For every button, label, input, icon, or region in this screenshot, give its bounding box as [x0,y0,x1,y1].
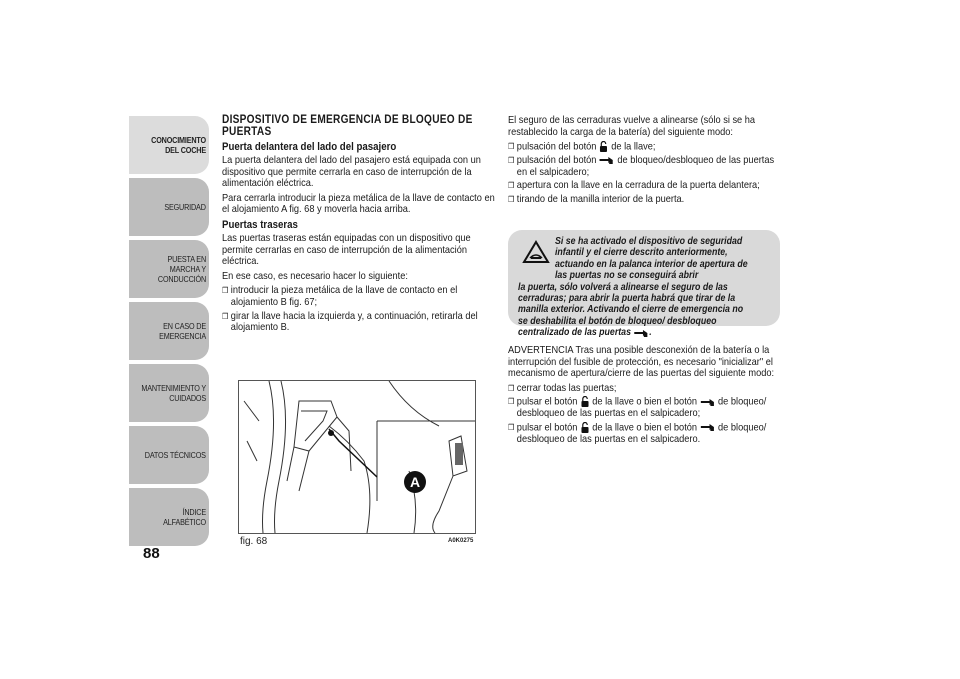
tab-conocimiento-del-coche[interactable] [129,116,209,174]
padlock-open-icon [581,422,589,433]
central-lock-icon [634,329,648,337]
chapter-tabs [129,116,209,550]
tab-seguridad[interactable] [129,178,209,236]
list-item: ❒ cerrar todas las puertas; [508,383,781,395]
central-lock-icon [701,398,715,406]
tab-label: EN CASO DE EMERGENCIA [159,321,206,341]
list-item: ❒ girar la llave hacia la izquierda y, a continuación, retirarla del alojamiento B. [222,311,497,334]
rear-doors-paragraph-1: Las puertas traseras están equipadas con un dispositivo que permite cerrarlas en caso de interrupción de la alimentación eléctrica. [222,231,471,268]
figure-code: A0K0275 [448,538,474,544]
tab-en-caso-de-emergencia[interactable] [129,302,209,360]
padlock-open-icon [600,141,608,152]
left-column [222,115,497,336]
list-item: ❒ introducir la pieza metálica de la llave de contacto en el alojamiento B fig. 67; [222,285,497,308]
door-lock-illustration [239,381,475,533]
list-item: ❒ pulsar el botón de la llave o bien el botón de bloqueo/ desbloqueo de las puertas en el salpicadero; [508,396,781,419]
tab-label: ÍNDICE ALFABÉTICO [163,507,206,527]
advertencia-section [508,345,781,447]
tab-label: DATOS TÉCNICOS [144,450,206,460]
figure-68 [238,380,476,534]
tab-indice-alfabetico[interactable] [129,488,209,546]
figure-caption: fig. 68 [240,536,268,547]
front-door-paragraph-2: Para cerrarla introducir la pieza metálica de la llave de contacto en el alojamiento A fig. 68 y moverla hacia arriba. [222,191,495,216]
warning-text-bottom: la puerta, sólo volverá a alinearse el seguro de las cerraduras; para abrir la puerta habrá que tirar de la manilla exterior. Activando el cierre de emergencia no se deshabilita el botón de bloqueo/ desbloqueo centralizado de las puertas [518,281,744,339]
central-lock-icon [600,156,614,164]
list-item: ❒ pulsación del botón de la llave; [508,141,781,153]
realign-intro: El seguro de las cerraduras vuelve a alinearse (sólo si se ha restablecido la carga de la batería) del siguiente modo: [508,114,756,138]
section-title: DISPOSITIVO DE EMERGENCIA DE BLOQUEO DE PUERTAS [222,114,473,138]
front-door-heading: Puerta delantera del lado del pasajero [222,141,397,153]
figure-label-a: A [404,471,426,493]
warning-box: Si se ha activado el dispositivo de seguridad infantil y el cierre descrito anteriormente, actuando en la palanca interior de apertura de las puertas no se conseguirá abrir la puerta, sólo volverá a alinearse el seguro de las cerraduras; para abrir la puerta habrá que tirar de la manilla exterior. Activando el cierre de emergencia no se deshabilita el botón de bloqueo/ desbloqueo centralizado de las puertas . [508,230,780,326]
rear-doors-paragraph-2: En ese caso, es necesario hacer lo siguiente: [222,269,408,282]
central-lock-icon [701,423,715,431]
right-column [508,115,781,207]
list-item: ❒ pulsación del botón de bloqueo/desbloqueo de las puertas en el salpicadero; [508,155,781,178]
tab-datos-tecnicos[interactable] [129,426,209,484]
advertencia-paragraph: ADVERTENCIA Tras una posible desconexión de la batería o la interrupción del fusible de protección, es necesario "inicializar" el mecanismo de apertura/cierre de las puertas del siguiente modo: [508,344,775,380]
tab-label: PUESTA EN MARCHA Y CONDUCCIÓN [157,254,206,284]
tab-label: CONOCIMIENTO DEL COCHE [151,135,206,155]
front-door-paragraph-1: La puerta delantera del lado del pasajero está equipada con un dispositivo que permite cerrarla en caso de interrupción de la alimentación eléctrica. [222,154,481,190]
tab-label: SEGURIDAD [164,202,206,212]
list-item: ❒ apertura con la llave en la cerradura de la puerta delantera; [508,180,781,192]
list-item: ❒ tirando de la manilla interior de la puerta. [508,194,781,206]
rear-doors-heading: Puertas traseras [222,218,298,231]
warning-text-top: Si se ha activado el dispositivo de seguridad infantil y el cierre descrito anteriormente, actuando en la palanca interior de apertura de las puertas no se conseguirá abrir [554,236,748,282]
tab-puesta-en-marcha[interactable] [129,240,209,298]
page-number: 88 [143,545,160,562]
list-item: ❒ pulsar el botón de la llave o bien el botón de bloqueo/ desbloqueo de las puertas en el salpicadero. [508,422,781,445]
padlock-open-icon [581,396,589,407]
tab-label: MANTENIMIENTO Y CUIDADOS [141,383,206,403]
tab-mantenimiento[interactable] [129,364,209,422]
